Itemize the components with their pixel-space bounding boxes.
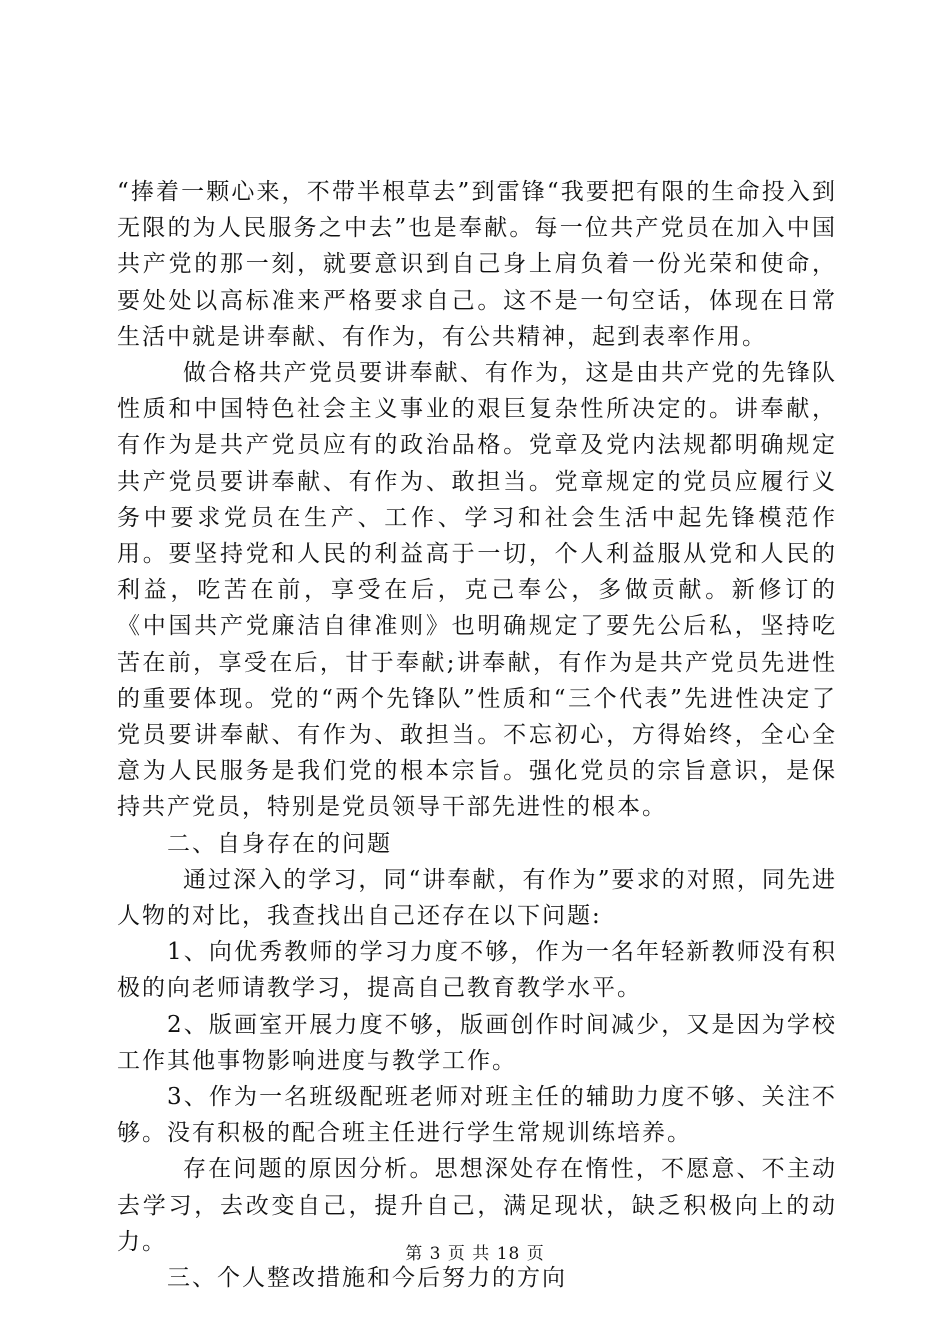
list-item-problem-3: 3、作为一名班级配班老师对班主任的辅助力度不够、关注不够。没有积极的配合班主任进行学生常规训练培养。 [117,1084,837,1147]
list-item-problem-1: 1、向优秀教师的学习力度不够，作为一名年轻新教师没有积极的向老师请教学习，提高自己教育教学水平。 [117,939,837,1002]
section-heading-problems: 二、自身存在的问题 [167,830,392,857]
list-item-problem-2: 2、版画室开展力度不够，版画创作时间减少，又是因为学校工作其他事物影响进度与教学工作。 [117,1011,837,1074]
page-footer: 第 3 页 共 18 页 [405,1244,545,1264]
paragraph-problems-intro: 通过深入的学习，同“讲奉献，有作为”要求的对照，同先进人物的对比，我查找出自己还存在以下问题: [117,866,837,930]
paragraph-continuation: “捧着一颗心来，不带半根草去”到雷锋“我要把有限的生命投入到无限的为人民服务之中去”也是奉献。每一位共产党员在加入中国共产党的那一刻，就要意识到自己身上肩负着一份光荣和使命，要处处以高标准来严格要求自己。这不是一句空话，体现在日常生活中就是讲奉献、有作为，有公共精神，起到表率作用。 [117,179,837,350]
document-body [117,174,837,1296]
section-heading-measures: 三、个人整改措施和今后努力的方向 [167,1265,567,1292]
paragraph-requirements: 做合格共产党员要讲奉献、有作为，这是由共产党的先锋队性质和中国特色社会主义事业的艰巨复杂性所决定的。讲奉献，有作为是共产党员应有的政治品格。党章及党内法规都明确规定共产党员要讲奉献、有作为、敢担当。党章规定的党员应履行义务中要求党员在生产、工作、学习和社会生活中起先锋模范作用。要坚持党和人民的利益高于一切，个人利益服从党和人民的利益，吃苦在前，享受在后，克己奉公，多做贡献。新修订的《中国共产党廉洁自律准则》也明确规定了要先公后私，坚持吃苦在前，享受在后，甘于奉献;讲奉献，有作为是共产党员先进性的重要体现。党的“两个先锋队”性质和“三个代表”先进性决定了党员要讲奉献、有作为、敢担当。不忘初心，方得始终，全心全意为人民服务是我们党的根本宗旨。强化党员的宗旨意识，是保持共产党员，特别是党员领导干部先进性的根本。 [117,360,837,821]
paragraph-cause-analysis: 存在问题的原因分析。思想深处存在惰性，不愿意、不主动去学习，去改变自己，提升自己，满足现状，缺乏积极向上的动力。 [117,1156,837,1255]
